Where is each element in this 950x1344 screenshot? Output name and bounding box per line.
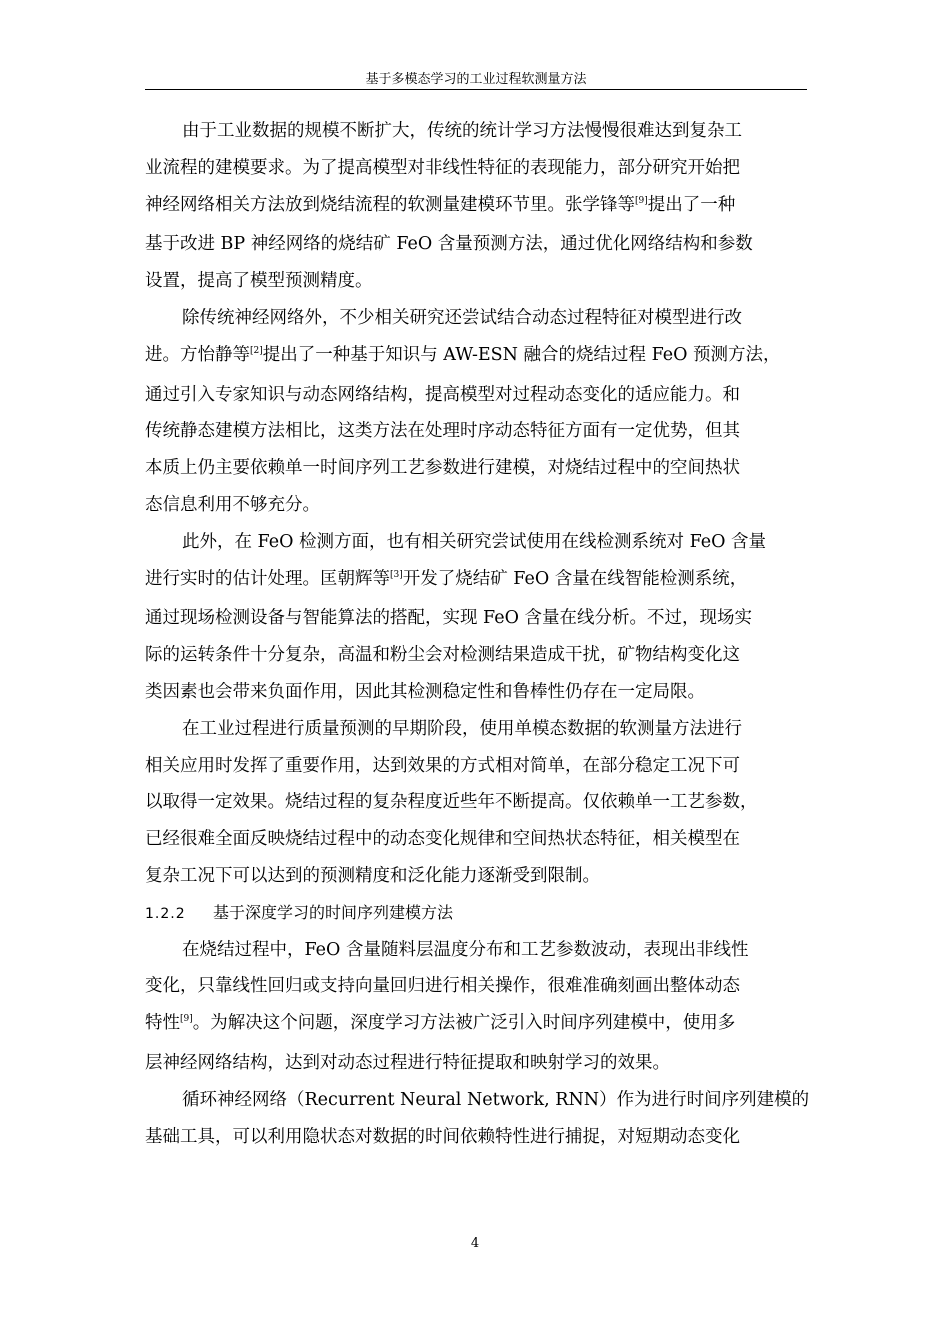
- text-line: 进。方怡静等: [145, 344, 250, 365]
- body-text: [145, 113, 813, 1155]
- text-line: 通过现场检测设备与智能算法的搭配，实现 FeO 含量在线分析。不过，现场实: [145, 608, 753, 629]
- text-line: 在工业过程进行质量预测的早期阶段，使用单模态数据的软测量方法进行: [182, 718, 742, 739]
- text-line: 以取得一定效果。烧结过程的复杂程度近些年不断提高。仅依赖单一工艺参数，: [145, 792, 758, 813]
- text-line: 业流程的建模要求。为了提高模型对非线性特征的表现能力，部分研究开始把: [145, 157, 740, 178]
- text-line: 开发了烧结矿 FeO 含量在线智能检测系统，: [402, 568, 748, 589]
- paragraph-4: [145, 711, 813, 895]
- text-line: 基础工具，可以利用隐状态对数据的时间依赖特性进行捕捉，对短期动态变化: [145, 1126, 740, 1147]
- section-heading: [145, 895, 813, 932]
- paragraph-5: [145, 932, 813, 1082]
- text-line: 提出了一种基于知识与 AW-ESN 融合的烧结过程 FeO 预测方法，: [262, 344, 781, 365]
- text-line: 相关应用时发挥了重要作用，达到效果的方式相对简单，在部分稳定工况下可: [145, 755, 740, 776]
- text-line: 际的运转条件十分复杂，高温和粉尘会对检测结果造成干扰，矿物结构变化这: [145, 645, 740, 666]
- text-line: 通过引入专家知识与动态网络结构，提高模型对过程动态变化的适应能力。和: [145, 384, 740, 405]
- text-line: 态信息利用不够充分。: [145, 494, 320, 515]
- paragraph-1: [145, 113, 813, 300]
- paragraph-6: [145, 1082, 813, 1156]
- section-number: 1.2.2: [145, 905, 186, 922]
- text-line: 神经网络相关方法放到烧结流程的软测量建模环节里。张学锋等: [145, 194, 635, 215]
- text-line: 类因素也会带来负面作用，因此其检测稳定性和鲁棒性仍存在一定局限。: [145, 681, 705, 702]
- text-line: 循环神经网络（Recurrent Neural Network, RNN）作为进行时间序列建模的: [182, 1089, 810, 1110]
- section-title: 基于深度学习的时间序列建模方法: [213, 902, 454, 922]
- text-line: 设置，提高了模型预测精度。: [145, 271, 373, 292]
- citation-ref[interactable]: [9]: [180, 1014, 193, 1025]
- text-line: 本质上仍主要依赖单一时间序列工艺参数进行建模，对烧结过程中的空间热状: [145, 458, 740, 479]
- text-line: 层神经网络结构，达到对动态过程进行特征提取和映射学习的效果。: [145, 1052, 670, 1073]
- text-line: 由于工业数据的规模不断扩大，传统的统计学习方法慢慢很难达到复杂工: [182, 121, 742, 141]
- text-line: 变化，只靠线性回归或支持向量回归进行相关操作，很难准确刻画出整体动态: [145, 976, 740, 997]
- page-number: 4: [470, 1236, 480, 1251]
- citation-ref[interactable]: [9]: [635, 195, 648, 206]
- paragraph-2: [145, 300, 813, 524]
- text-line: 复杂工况下可以达到的预测精度和泛化能力逐渐受到限制。: [145, 865, 600, 886]
- text-line: 传统静态建模方法相比，这类方法在处理时序动态特征方面有一定优势，但其: [145, 421, 740, 442]
- paragraph-3: [145, 524, 813, 711]
- text-line: 除传统神经网络外，不少相关研究还尝试结合动态过程特征对模型进行改: [182, 307, 742, 328]
- header-rule: [145, 89, 807, 90]
- citation-ref[interactable]: [2]: [250, 345, 263, 356]
- text-line: 此外，在 FeO 检测方面，也有相关研究尝试使用在线检测系统对 FeO 含量: [182, 531, 767, 552]
- running-header: 基于多模态学习的工业过程软测量方法: [365, 72, 587, 87]
- text-line: 。为解决这个问题，深度学习方法被广泛引入时间序列建模中，使用多: [192, 1013, 736, 1034]
- citation-ref[interactable]: [3]: [390, 569, 403, 580]
- text-line: 基于改进 BP 神经网络的烧结矿 FeO 含量预测方法，通过优化网络结构和参数: [145, 234, 753, 255]
- text-line: 进行实时的估计处理。匡朝辉等: [145, 568, 390, 589]
- text-line: 特性: [145, 1013, 180, 1034]
- text-line: 已经很难全面反映烧结过程中的动态变化规律和空间热状态特征，相关模型在: [145, 829, 740, 850]
- text-line: 提出了一种: [647, 194, 736, 215]
- text-line: 在烧结过程中，FeO 含量随料层温度分布和工艺参数波动，表现出非线性: [182, 939, 749, 960]
